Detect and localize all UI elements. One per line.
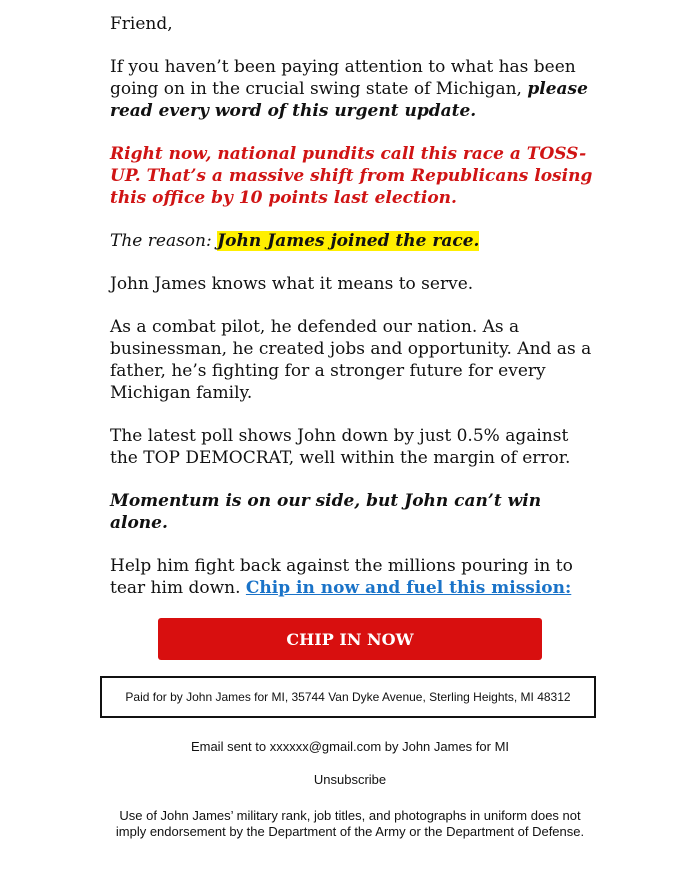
help-text: Help him fight back against the millions pouring in to tear him down.: [110, 556, 573, 598]
bio-paragraph: As a combat pilot, he defended our nation. As a businessman, he created jobs and opportunity. And as a father, he’s fighting for a stronger future for every Michigan family.: [110, 317, 592, 403]
email-sent-to: Email sent to xxxxxx@gmail.com by John James for MI: [190, 739, 510, 754]
intro-paragraph: [110, 56, 595, 122]
chip-in-button[interactable]: CHIP IN NOW: [158, 618, 542, 660]
intro-emphasis: please read every word of this urgent update.: [110, 79, 588, 121]
email-body: [110, 13, 595, 620]
help-paragraph: [110, 555, 595, 599]
reason-highlight: John James joined the race.: [217, 231, 480, 251]
reason-paragraph: [110, 230, 595, 252]
poll-paragraph: The latest poll shows John down by just 0.5% against the TOP DEMOCRAT, well within the margin of error.: [110, 426, 571, 468]
momentum-paragraph: Momentum is on our side, but John can’t win alone.: [110, 491, 542, 533]
reason-lead: The reason:: [110, 231, 218, 251]
paid-for-disclaimer: Paid for by John James for MI, 35744 Van Dyke Avenue, Sterling Heights, MI 48312: [100, 676, 596, 718]
serve-paragraph: John James knows what it means to serve.: [110, 274, 474, 294]
toss-up-paragraph: Right now, national pundits call this race a TOSS-UP. That’s a massive shift from Republicans losing this office by 10 points last election.: [110, 144, 593, 208]
chip-in-link[interactable]: Chip in now and fuel this mission:: [245, 578, 572, 598]
unsubscribe-link[interactable]: Unsubscribe: [313, 772, 387, 787]
military-disclaimer: Use of John James’ military rank, job titles, and photographs in uniform does not imply endorsement by the Department of the Army or the Department of Defense.: [115, 808, 585, 839]
greeting: Friend,: [110, 14, 173, 34]
intro-text: If you haven’t been paying attention to what has been going on in the crucial swing state of Michigan,: [110, 57, 576, 99]
